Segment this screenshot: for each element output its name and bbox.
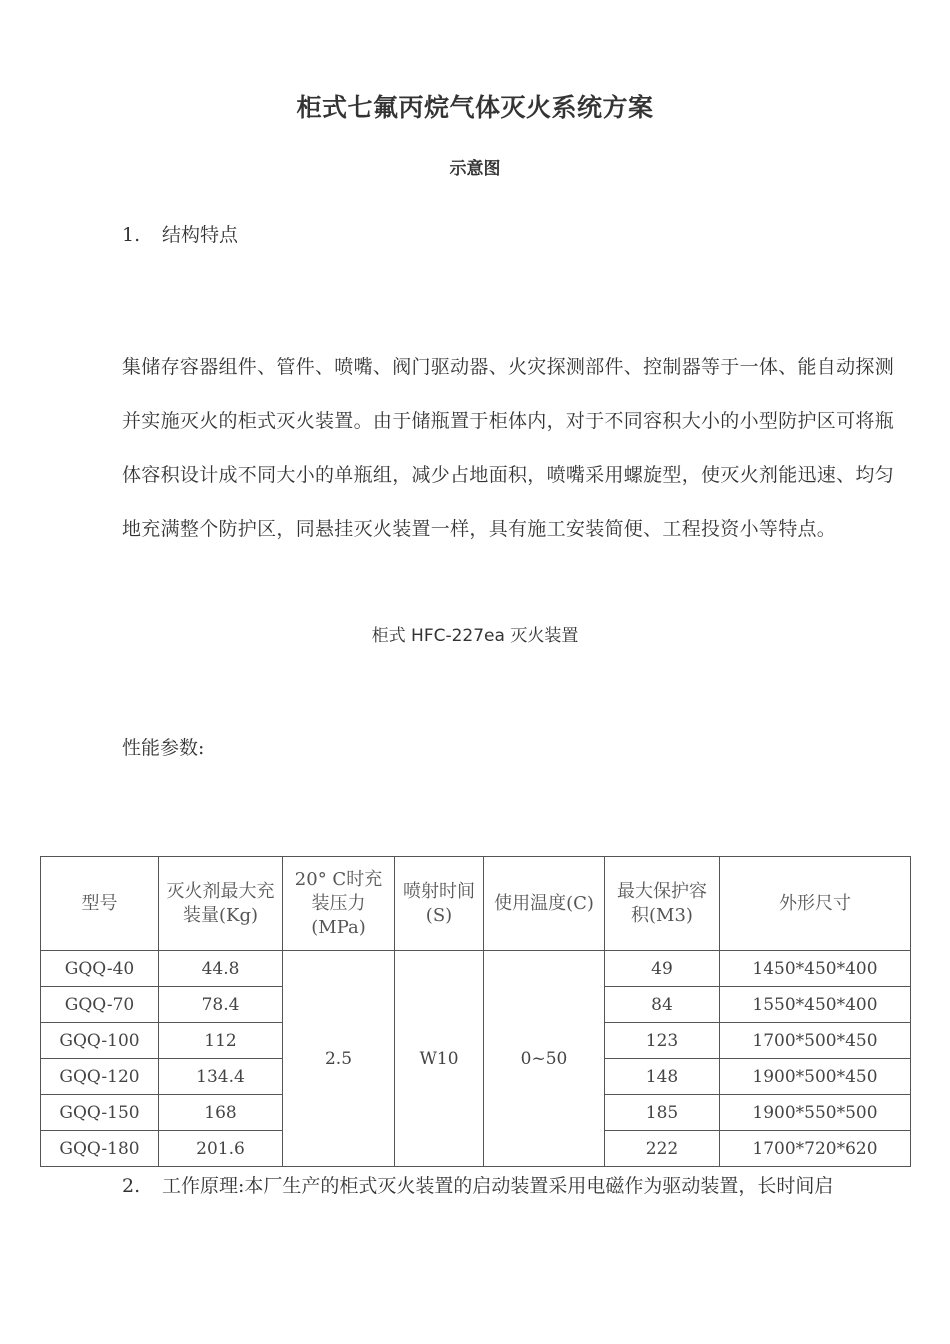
section-label: 结构特点 [162, 224, 239, 246]
header-dimensions: 外形尺寸 [720, 857, 911, 951]
header-pressure: 20° C时充装压力(MPa) [283, 857, 395, 951]
cell-size: 1700*500*450 [720, 1023, 911, 1059]
working-principle-text: 工作原理:本厂生产的柜式灭火装置的启动装置采用电磁作为驱动装置，长时间启 [162, 1175, 834, 1197]
cell-model: GQQ-40 [41, 951, 159, 987]
cell-volume: 123 [605, 1023, 720, 1059]
cell-model: GQQ-120 [41, 1059, 159, 1095]
header-max-volume: 最大保护容积(M3) [605, 857, 720, 951]
cell-size: 1700*720*620 [720, 1131, 911, 1167]
cell-spray-time-merged: W10 [395, 951, 484, 1167]
header-spray-time: 喷射时间(S) [395, 857, 484, 951]
structure-paragraph: 集储存容器组件、管件、喷嘴、阀门驱动器、火灾探测部件、控制器等于一体、能自动探测并实施灭火的柜式灭火装置。由于储瓶置于柜体内，对于不同容积大小的小型防护区可将瓶体容积设计成不同大小的单瓶组，减少占地面积，喷嘴采用螺旋型，使灭火剂能迅速、均匀地充满整个防护区，同悬挂灭火装置一样，具有施工安装简便、工程投资小等特点。 [122, 356, 895, 540]
document-subtitle: 示意图 [449, 159, 501, 179]
section-working-principle [122, 1174, 907, 1199]
cell-model: GQQ-100 [41, 1023, 159, 1059]
cell-volume: 222 [605, 1131, 720, 1167]
cell-size: 1450*450*400 [720, 951, 911, 987]
table-header-row [41, 857, 911, 951]
cell-volume: 49 [605, 951, 720, 987]
performance-params-label: 性能参数: [122, 737, 205, 759]
header-max-charge: 灭火剂最大充装量(Kg) [159, 857, 283, 951]
cell-volume: 148 [605, 1059, 720, 1095]
cell-model: GQQ-150 [41, 1095, 159, 1131]
cell-size: 1550*450*400 [720, 987, 911, 1023]
cell-charge: 44.8 [159, 951, 283, 987]
cell-charge: 168 [159, 1095, 283, 1131]
section-number: 2. [122, 1175, 141, 1197]
cell-pressure-merged: 2.5 [283, 951, 395, 1167]
cell-volume: 84 [605, 987, 720, 1023]
header-model: 型号 [41, 857, 159, 951]
cell-charge: 201.6 [159, 1131, 283, 1167]
cell-model: GQQ-70 [41, 987, 159, 1023]
cell-size: 1900*500*450 [720, 1059, 911, 1095]
cell-charge: 134.4 [159, 1059, 283, 1095]
cell-temperature-merged: 0~50 [484, 951, 605, 1167]
cell-volume: 185 [605, 1095, 720, 1131]
cell-size: 1900*550*500 [720, 1095, 911, 1131]
spec-table [40, 856, 911, 1167]
document-title: 柜式七氟丙烷气体灭火系统方案 [296, 93, 654, 122]
section-heading-structure [122, 220, 238, 247]
cell-model: GQQ-180 [41, 1131, 159, 1167]
section-number: 1. [122, 224, 141, 246]
cell-charge: 78.4 [159, 987, 283, 1023]
figure-caption: 柜式 HFC-227ea 灭火装置 [371, 626, 579, 646]
header-temperature: 使用温度(C) [484, 857, 605, 951]
table-row [41, 951, 911, 987]
cell-charge: 112 [159, 1023, 283, 1059]
